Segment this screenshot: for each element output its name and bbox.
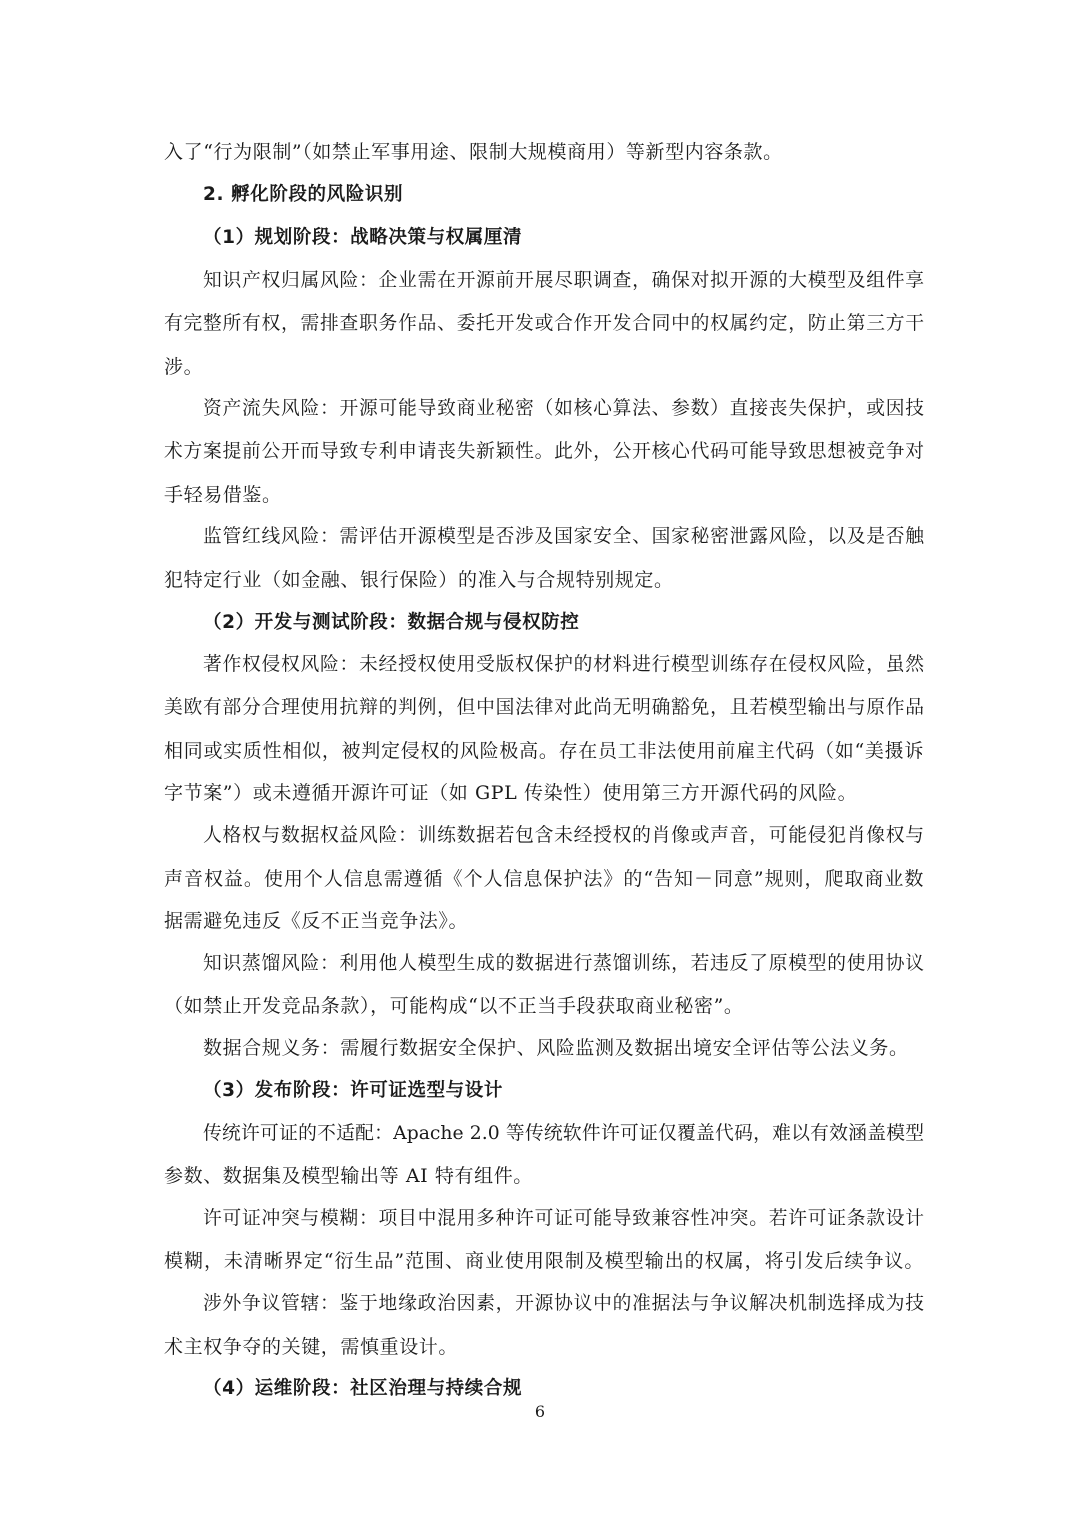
subsection-heading: （4）运维阶段：社区治理与持续合规 — [203, 1378, 523, 1399]
paragraph-line: 涉。 — [164, 356, 204, 378]
page-number: 6 — [534, 1402, 546, 1421]
paragraph-line: 传统许可证的不适配：Apache 2.0 等传统软件许可证仅覆盖代码，难以有效涵盖模型 — [203, 1123, 924, 1144]
paragraph-line: 知识产权归属风险：企业需在开源前开展尽职调查，确保对拟开源的大模型及组件享 — [203, 270, 924, 291]
paragraph-line: 人格权与数据权益风险：训练数据若包含未经授权的肖像或声音，可能侵犯肖像权与 — [203, 825, 924, 846]
subsection-heading: （3）发布阶段：许可证选型与设计 — [203, 1080, 503, 1101]
paragraph-line: 术主权争夺的关键，需慎重设计。 — [164, 1336, 459, 1358]
paragraph-line: 术方案提前公开而导致专利申请丧失新颖性。此外，公开核心代码可能导致思想被竞争对 — [164, 441, 924, 462]
paragraph-line: 犯特定行业（如金融、银行保险）的准入与合规特别规定。 — [164, 569, 674, 591]
paragraph-line: 数据合规义务：需履行数据安全保护、风险监测及数据出境安全评估等公法义务。 — [203, 1037, 909, 1059]
paragraph-line: 模糊，未清晰界定“衍生品”范围、商业使用限制及模型输出的权属，将引发后续争议。 — [164, 1250, 924, 1272]
paragraph-line: 涉外争议管辖：鉴于地缘政治因素，开源协议中的准据法与争议解决机制选择成为技 — [203, 1293, 924, 1314]
paragraph-line: 手轻易借鉴。 — [164, 484, 282, 506]
paragraph-line: 著作权侵权风险：未经授权使用受版权保护的材料进行模型训练存在侵权风险，虽然 — [203, 654, 924, 675]
paragraph-line: 许可证冲突与模糊：项目中混用多种许可证可能导致兼容性冲突。若许可证条款设计 — [203, 1208, 924, 1229]
section-heading: 2. 孵化阶段的风险识别 — [203, 184, 404, 205]
subsection-heading: （2）开发与测试阶段：数据合规与侵权防控 — [203, 612, 580, 633]
paragraph-line: （如禁止开发竞品条款），可能构成“以不正当手段获取商业秘密”。 — [164, 995, 744, 1017]
paragraph-line: 监管红线风险：需评估开源模型是否涉及国家安全、国家秘密泄露风险，以及是否触 — [203, 526, 924, 547]
paragraph-line: 知识蒸馏风险：利用他人模型生成的数据进行蒸馏训练，若违反了原模型的使用协议 — [203, 953, 924, 974]
subsection-heading: （1）规划阶段：战略决策与权属厘清 — [203, 227, 523, 248]
paragraph-line: 入了“行为限制”（如禁止军事用途、限制大规模商用）等新型内容条款。 — [164, 141, 783, 163]
paragraph-line: 有完整所有权，需排查职务作品、委托开发或合作开发合同中的权属约定，防止第三方干 — [164, 313, 924, 334]
paragraph-line: 资产流失风险：开源可能导致商业秘密（如核心算法、参数）直接丧失保护，或因技 — [203, 398, 924, 419]
paragraph-line: 参数、数据集及模型输出等 AI 特有组件。 — [164, 1165, 533, 1187]
paragraph-line: 声音权益。使用个人信息需遵循《个人信息保护法》的“告知－同意”规则，爬取商业数 — [164, 868, 924, 890]
paragraph-line: 相同或实质性相似，被判定侵权的风险极高。存在员工非法使用前雇主代码（如“美摄诉 — [164, 740, 924, 762]
paragraph-line: 字节案”）或未遵循开源许可证（如 GPL 传染性）使用第三方开源代码的风险。 — [164, 782, 858, 804]
paragraph-line: 美欧有部分合理使用抗辩的判例，但中国法律对此尚无明确豁免，且若模型输出与原作品 — [164, 697, 924, 718]
paragraph-line: 据需避免违反《反不正当竞争法》。 — [164, 910, 469, 932]
